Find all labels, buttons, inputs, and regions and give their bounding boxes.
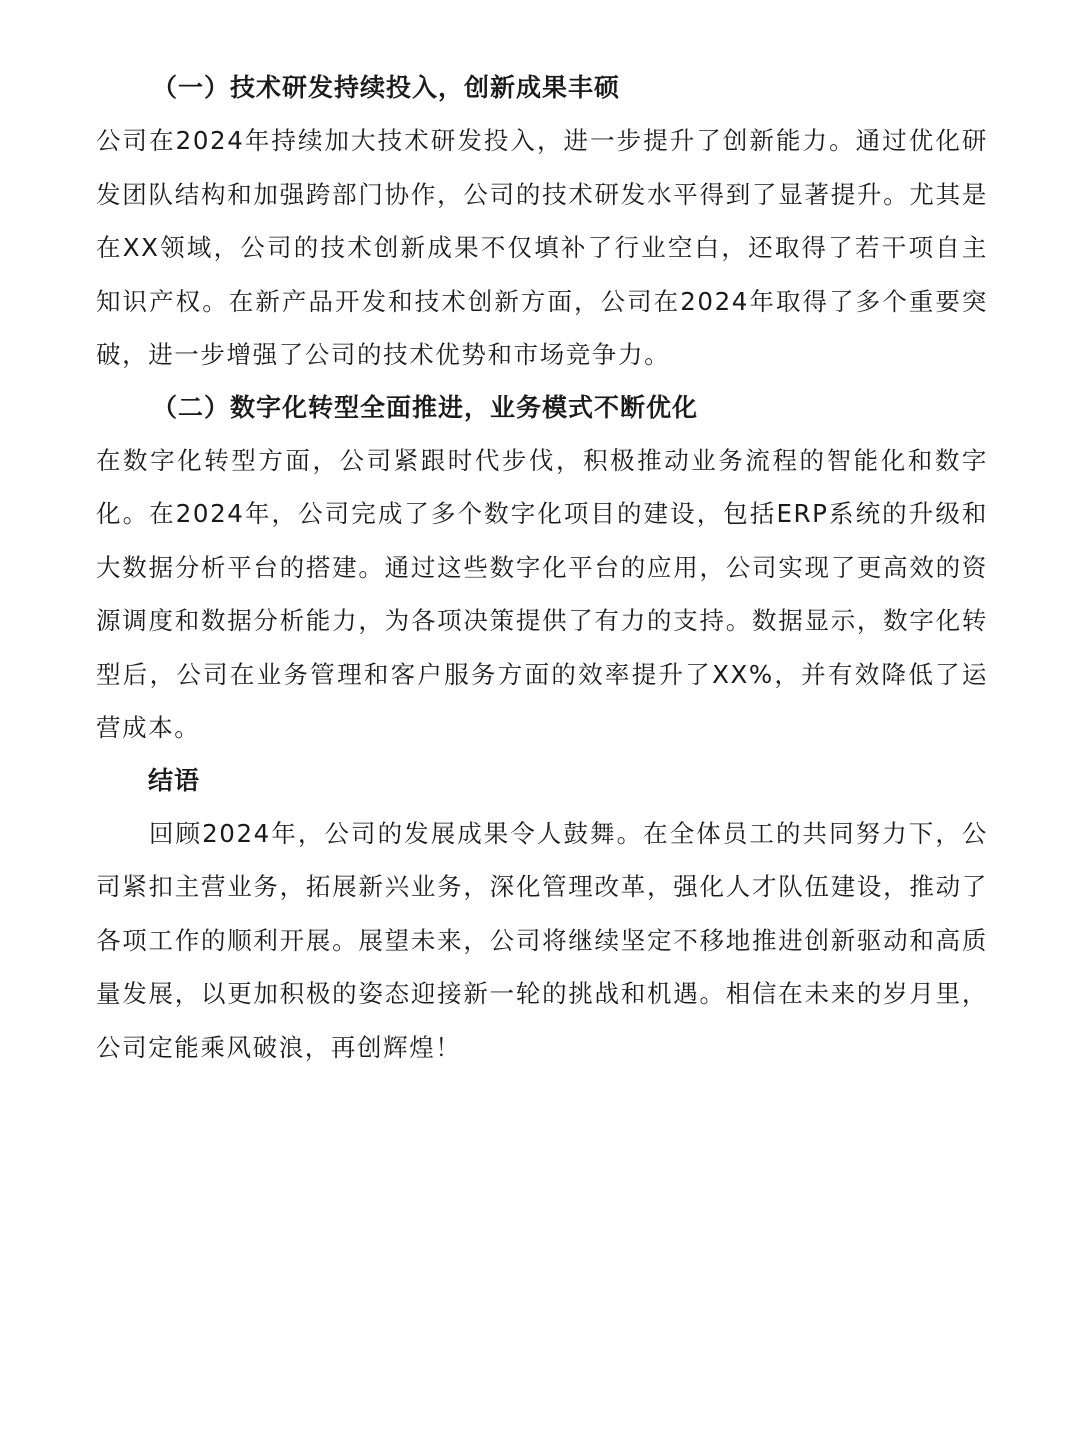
section-heading-digital-transformation: （二）数字化转型全面推进，业务模式不断优化 [152,392,699,422]
section-heading-tech-rd: （一）技术研发持续投入，创新成果丰硕 [152,73,621,102]
document-page [96,66,988,1074]
section-body-tech-rd: 公司在2024年持续加大技术研发投入，进一步提升了创新能力。通过优化研发团队结构和加强跨部门协作，公司的技术研发水平得到了显著提升。尤其是在XX领域，公司的技术创新成果不仅填补了行业空白，还取得了若干项自主知识产权。在新产品开发和技术创新方面，公司在2024年取得了多个重要突破，进一步增强了公司的技术优势和市场竞争力。 [96,126,988,369]
section-heading-conclusion: 结语 [148,765,201,795]
section-body-conclusion: 回顾2024年，公司的发展成果令人鼓舞。在全体员工的共同努力下，公司紧扣主营业务，拓展新兴业务，深化管理改革，强化人才队伍建设，推动了各项工作的顺利开展。展望未来，公司将继续坚定不移地推进创新驱动和高质量发展，以更加积极的姿态迎接新一轮的挑战和机遇。相信在未来的岁月里，公司定能乘风破浪，再创辉煌！ [96,818,988,1062]
section-body-digital-transformation: 在数字化转型方面，公司紧跟时代步伐，积极推动业务流程的智能化和数字化。在2024年，公司完成了多个数字化项目的建设，包括ERP系统的升级和大数据分析平台的搭建。通过这些数字化平台的应用，公司实现了更高效的资源调度和数据分析能力，为各项决策提供了有力的支持。数据显示，数字化转型后，公司在业务管理和客户服务方面的效率提升了XX%，并有效降低了运营成本。 [96,445,988,742]
